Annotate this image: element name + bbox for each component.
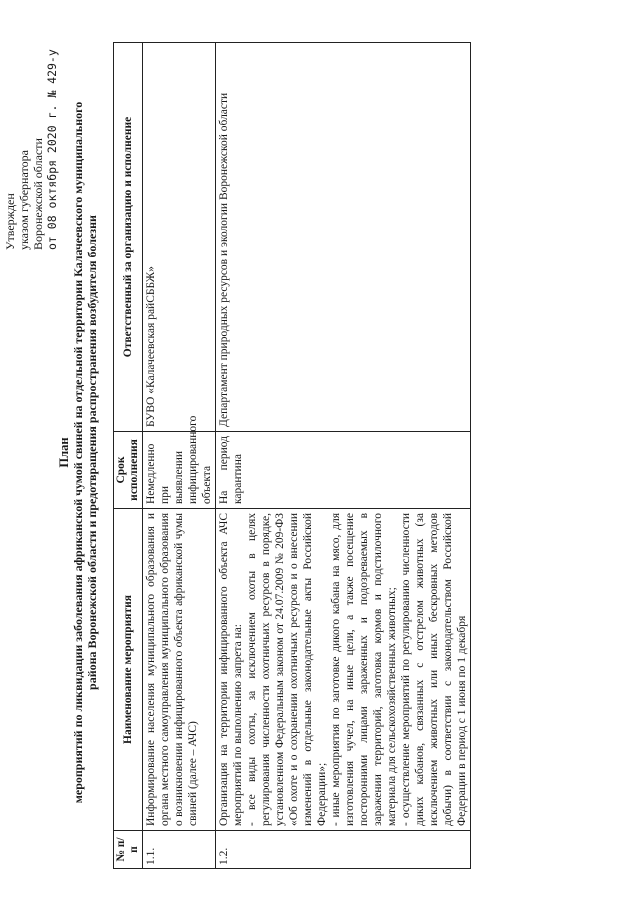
document-title (57, 40, 99, 865)
measure-paragraph: - иные мероприятия по заготовке дикого кабана на мясо, для изготовления чучел, на иные цели, а также посещение посторонними лицами зараженных и подозреваемых в заражении территорий, заготовка кормов и подстилочного материала для сельскохозяйственных животных; (330, 513, 398, 826)
row-number: 1.1. (143, 831, 216, 869)
title-heading: План (57, 437, 71, 468)
table-row (216, 43, 471, 869)
plan-table (113, 42, 471, 869)
row-number: 1.2. (216, 831, 471, 869)
column-header-name: Наименование мероприятия (114, 509, 143, 831)
measure-paragraph: - все виды охоты, за исключением охоты в целях регулирования численности охотничьих ресурсов в порядке, установленном Федеральным законом от 24.07.2009 № 209-ФЗ «Об охоте и о сохранении охотничьих ресурсов и о внесении изменений в отдельные законодательные акты Российской Федерации»; (246, 513, 328, 826)
decree-reference: от 08 октября 2020 г. № 429-у (45, 49, 59, 250)
approval-stamp (3, 10, 59, 250)
table-header-row (114, 43, 143, 869)
table-row (143, 43, 216, 869)
measure-responsible: Департамент природных ресурсов и экологии Воронежской области (216, 43, 471, 432)
measure-term: На период карантина (216, 432, 471, 509)
measure-name: Информирование населения муниципального образования и органа местного самоуправления муниципального образования о возникновении инфицированного объекта африканской чумы свиней (далее – АЧС) (143, 509, 216, 831)
title-line: района Воронежской области и предотвращения распространения возбудителя болезни (85, 215, 99, 690)
measure-paragraph: Организация на территории инфицированного объекта АЧС мероприятий по выполнению запрета на: (218, 513, 244, 826)
title-line: мероприятий по ликвидации заболевания африканской чумой свиней на отдельной территории Калачеевского муниципального (71, 101, 85, 804)
column-header-responsible: Ответственный за организацию и исполнение (114, 43, 143, 432)
approval-line: указом губернатора (17, 150, 31, 250)
column-header-term: Срок исполнения (114, 432, 143, 509)
measure-responsible: БУВО «Калачеевская райСББЖ» (143, 43, 216, 432)
measure-name (216, 509, 471, 831)
measure-term: Немедленно при выявлении инфицированного объекта (143, 432, 216, 509)
approval-line: Воронежской области (31, 138, 45, 250)
column-header-number: № п/п (114, 831, 143, 869)
measure-paragraph: - осуществление мероприятий по регулированию численности диких кабанов, связанных с отстрелом животных (за исключением животных или иных бескровных методов добычи) в соответствии с законодательством Российской Федерации в период с 1 июня по 1 декабря (400, 513, 468, 826)
approval-line: Утвержден (3, 193, 17, 250)
